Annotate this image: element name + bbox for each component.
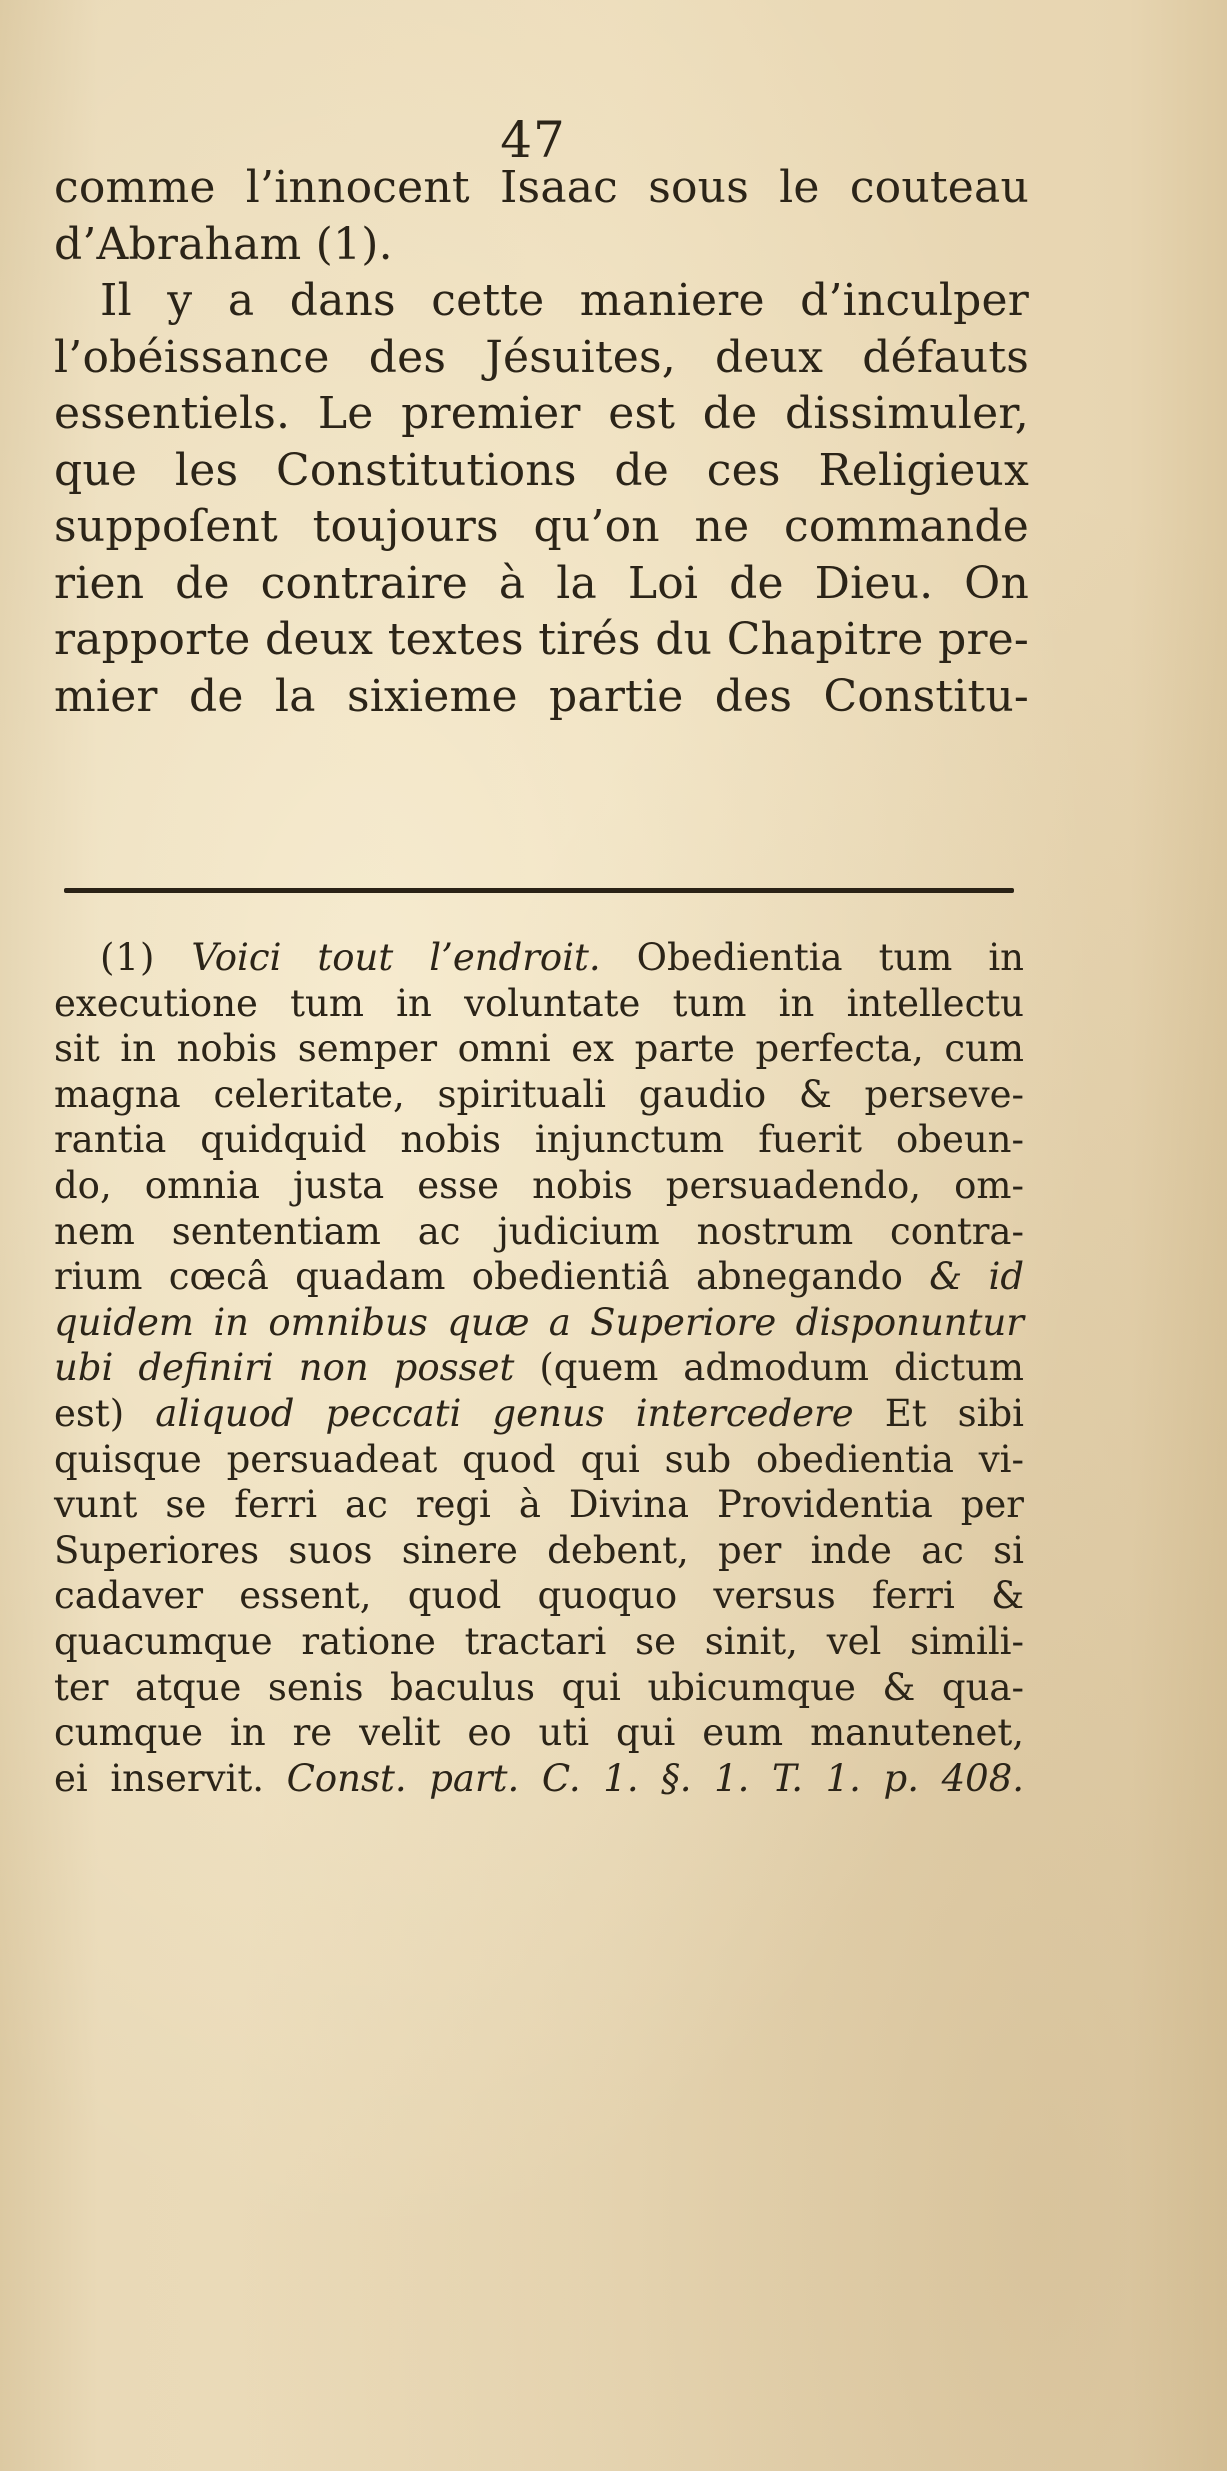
- footnote-line: [54, 1756, 1024, 1802]
- footnote-line: quidem in omnibus quæ a Superiore disponuntur: [54, 1300, 1024, 1344]
- footnote-line: sit in nobis semper omni ex parte perfecta, cum: [54, 1027, 1024, 1071]
- footnote-line: cumque in re velit eo uti qui eum manutenet,: [54, 1711, 1024, 1755]
- footnote-text: Et sibi: [884, 1391, 1024, 1435]
- main-text: [54, 160, 1029, 725]
- footnote-text: ei inservit.: [54, 1756, 264, 1800]
- footnote: [54, 935, 1024, 1801]
- footnote-line: [54, 1391, 1024, 1437]
- text-line: rien de contraire à la Loi de Dieu. On: [54, 557, 1029, 609]
- text-line: comme l’innocent Isaac sous le couteau: [54, 162, 1029, 213]
- footnote-intro: Voici tout l’endroit.: [191, 936, 601, 979]
- footnote-line: executione tum in voluntate tum in intellectu: [54, 981, 1024, 1025]
- paragraph-start-line: Il y a dans cette maniere d’inculper: [100, 275, 1029, 326]
- footnote-text: est): [54, 1391, 125, 1435]
- text-line: essentiels. Le premier est de dissimuler,: [54, 388, 1029, 439]
- footnote-marker: (1): [100, 936, 156, 979]
- text-line: suppoſent toujours qu’on ne commande: [54, 501, 1029, 552]
- footnote-line: vunt se ferri ac regi à Divina Providentia per: [54, 1483, 1024, 1527]
- footnote-line: do, omnia justa esse nobis persuadendo, om-: [54, 1163, 1024, 1207]
- footnote-text: Obedientia tum in: [636, 936, 1025, 979]
- footnote-line: magna celeritate, spirituali gaudio & perseve-: [54, 1072, 1024, 1116]
- footnote-text: (quem admodum dictum: [539, 1346, 1024, 1390]
- text-line: l’obéissance des Jésuites, deux défauts: [54, 331, 1029, 383]
- footnote-line: quacumque ratione tractari se sinit, vel simili-: [54, 1619, 1024, 1663]
- footnote-line: [54, 1345, 1024, 1391]
- footnote-line: Superiores suos sinere debent, per inde ac si: [54, 1528, 1024, 1572]
- footnote-line: ter atque senis baculus qui ubicumque & qua-: [54, 1665, 1024, 1709]
- footnote-line: [54, 1254, 1024, 1300]
- footnote-line: quisque persuadeat quod qui sub obedientia vi-: [54, 1437, 1024, 1481]
- footnote-first-line: [54, 935, 1024, 981]
- footnote-italic-text: ubi definiri non posset: [54, 1346, 515, 1390]
- footnote-separator-rule: [64, 888, 1014, 893]
- footnote-line: nem sententiam ac judicium nostrum contra-: [54, 1209, 1024, 1253]
- text-line: mier de la sixieme partie des Constitu-: [54, 670, 1029, 722]
- footnote-line: cadaver essent, quod quoquo versus ferri &: [54, 1574, 1024, 1618]
- footnote-citation: Const. part. C. 1. §. 1. T. 1. p. 408.: [286, 1756, 1024, 1800]
- footnote-text: rium cœcâ quadam obedientiâ abnegando: [54, 1255, 903, 1299]
- footnote-italic-text: aliquod peccati genus intercedere: [155, 1391, 854, 1435]
- page-number: 47: [500, 111, 566, 169]
- text-line: d’Abraham (1).: [54, 218, 393, 270]
- footnote-line: rantia quidquid nobis injunctum fuerit obeun-: [54, 1118, 1024, 1162]
- text-line: que les Constitutions de ces Religieux: [54, 444, 1029, 496]
- text-line: rapporte deux textes tirés du Chapitre pre-: [54, 614, 1029, 665]
- footnote-italic-text: & id: [929, 1255, 1025, 1299]
